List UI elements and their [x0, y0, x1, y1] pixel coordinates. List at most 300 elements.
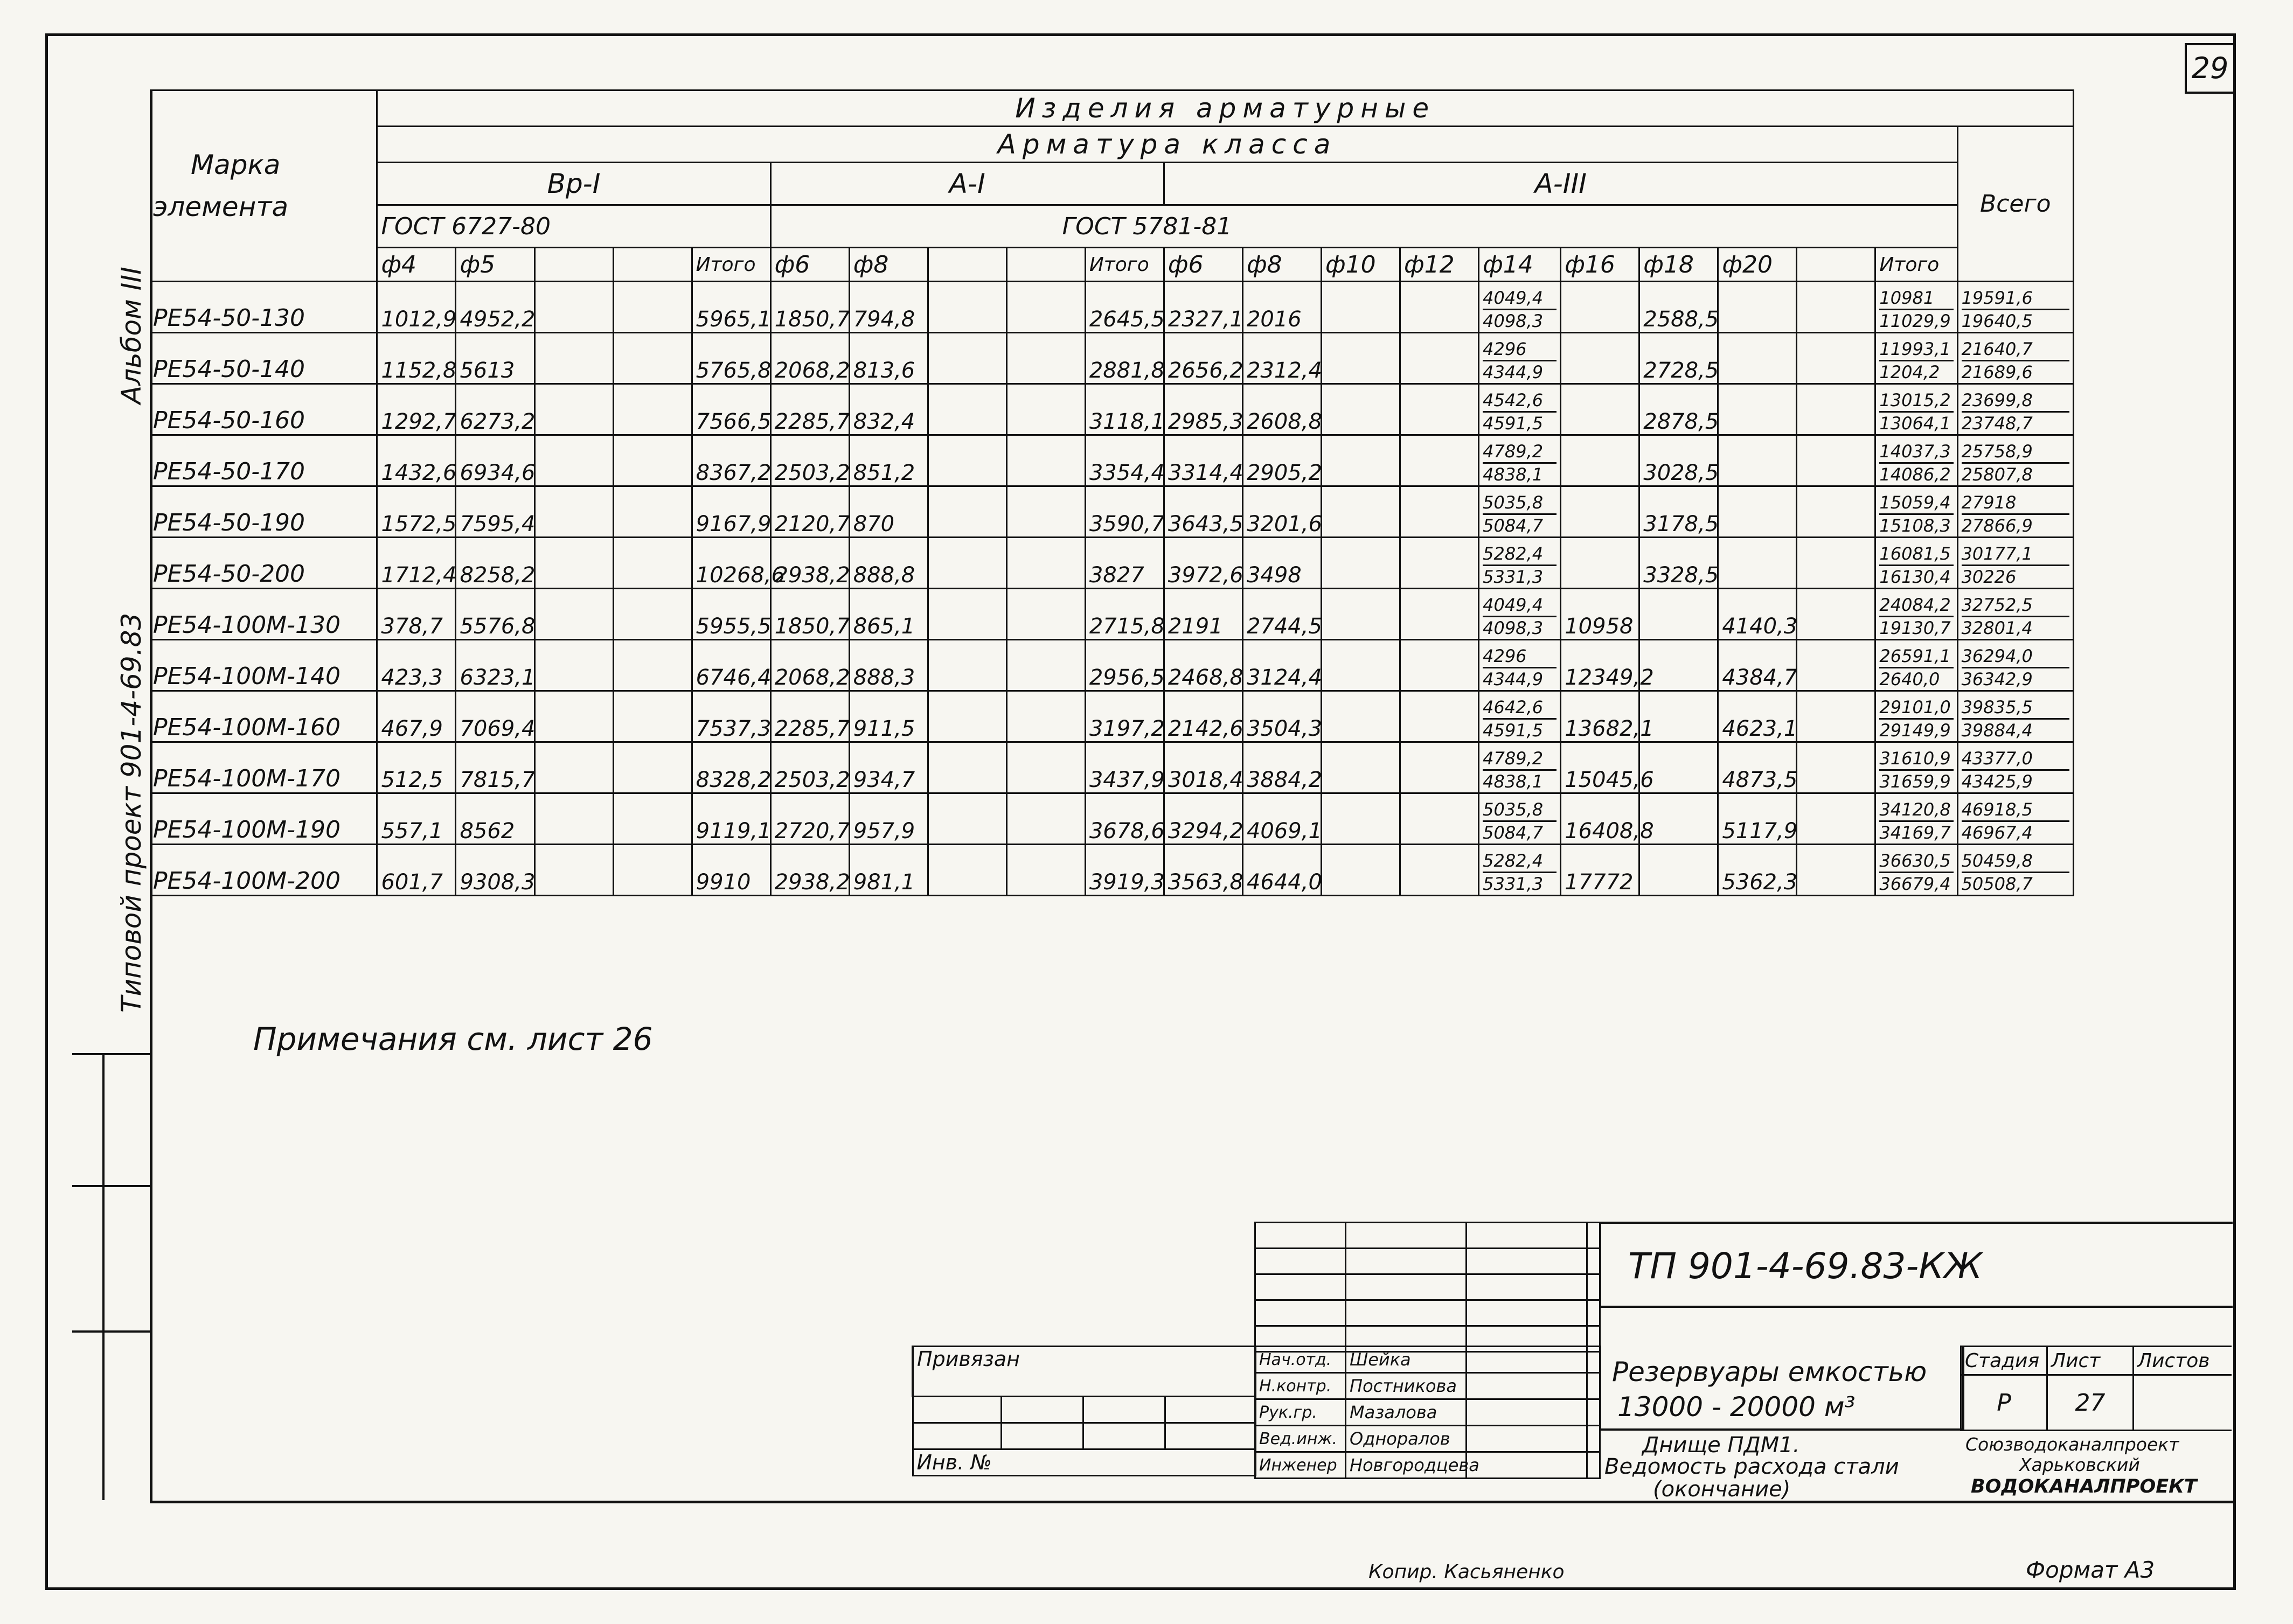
- value-upper: 14037,3: [1879, 441, 1953, 464]
- cell-value: 2938,2: [770, 845, 849, 896]
- cell-value: [613, 282, 692, 333]
- table-row: [150, 538, 2074, 589]
- value-lower: 4344,9: [1483, 362, 1544, 382]
- cell-value: 4384,7: [1718, 640, 1797, 691]
- copied-by: Копир. Касьяненко: [1368, 1561, 1565, 1583]
- value-upper: 13015,2: [1879, 389, 1953, 413]
- row-total: [1957, 691, 2073, 742]
- cell-value: 8258,2: [456, 538, 534, 589]
- cell-value: [534, 793, 613, 845]
- cell-value: 3590,7: [1085, 486, 1164, 538]
- cell-pair: [1875, 384, 1957, 435]
- org-line-1: Союзводоканалпроект: [1965, 1434, 2179, 1455]
- total-lower: 43425,9: [1961, 771, 2033, 792]
- cell-value: 2468,8: [1164, 640, 1242, 691]
- inv-label: Инв. №: [913, 1449, 1255, 1476]
- element-mark: РЕ54-100М-130: [150, 589, 377, 640]
- cell-value: [1006, 333, 1085, 384]
- diameter-header: [1006, 248, 1085, 282]
- cell-value: [1006, 282, 1085, 333]
- cell-value: 601,7: [377, 845, 456, 896]
- cell-value: 378,7: [377, 589, 456, 640]
- cell-value: 10958: [1561, 589, 1639, 640]
- cell-value: [1797, 384, 1875, 435]
- diameter-header: ф8: [1242, 248, 1321, 282]
- cell-value: 8328,2: [692, 742, 770, 793]
- cell-value: 2608,8: [1242, 384, 1321, 435]
- value-upper: 4789,2: [1483, 748, 1557, 771]
- cell-value: [1322, 845, 1400, 896]
- cell-value: 2938,2: [770, 538, 849, 589]
- row-total: [1957, 486, 2073, 538]
- cell-value: [1006, 486, 1085, 538]
- total-upper: 39835,5: [1962, 696, 2069, 720]
- table-row: [150, 640, 2074, 691]
- cell-value: 2285,7: [770, 691, 849, 742]
- cell-value: [1006, 435, 1085, 486]
- total-upper: 43377,0: [1962, 748, 2069, 771]
- cell-value: [1561, 486, 1639, 538]
- cell-value: 9167,9: [692, 486, 770, 538]
- cell-value: [1322, 486, 1400, 538]
- cell-value: 957,9: [849, 793, 928, 845]
- diameter-header: Итого: [1085, 248, 1164, 282]
- cell-value: 557,1: [377, 793, 456, 845]
- cell-pair: [1875, 486, 1957, 538]
- mark-header: [150, 90, 377, 282]
- diameter-header: ф16: [1561, 248, 1639, 282]
- list-value: 27: [2047, 1375, 2134, 1431]
- value-lower: 5084,7: [1483, 823, 1544, 843]
- cell-value: 865,1: [849, 589, 928, 640]
- cell-value: 3884,2: [1242, 742, 1321, 793]
- row-total: [1957, 742, 2073, 793]
- table-row: [150, 589, 2074, 640]
- cell-value: [1400, 589, 1479, 640]
- project-label: Типовой проект 901-4-69.83: [116, 612, 147, 1013]
- cell-value: [1797, 845, 1875, 896]
- cell-value: 3919,3: [1085, 845, 1164, 896]
- value-upper: 4049,4: [1483, 594, 1557, 617]
- cell-value: [1797, 691, 1875, 742]
- cell-value: 6323,1: [456, 640, 534, 691]
- value-upper: 26591,1: [1879, 645, 1953, 668]
- mark-header-line-2: элемента: [153, 191, 289, 222]
- cell-value: [1006, 538, 1085, 589]
- value-lower: 4098,3: [1483, 311, 1544, 331]
- cell-value: [928, 538, 1006, 589]
- total-lower: 39884,4: [1961, 720, 2033, 741]
- cell-value: 2985,3: [1164, 384, 1242, 435]
- sheet-title-box: [1599, 1428, 1960, 1501]
- cell-pair: [1479, 589, 1561, 640]
- total-lower: 25807,8: [1961, 464, 2033, 485]
- value-upper: 29101,0: [1879, 696, 1953, 720]
- signature-cell: [1467, 1347, 1587, 1373]
- element-mark: РЕ54-100М-170: [150, 742, 377, 793]
- cell-value: 3197,2: [1085, 691, 1164, 742]
- cell-value: 13682,1: [1561, 691, 1639, 742]
- cell-value: 7815,7: [456, 742, 534, 793]
- value-lower: 13064,1: [1879, 413, 1951, 434]
- total-lower: 36342,9: [1961, 669, 2033, 689]
- cell-value: [1006, 589, 1085, 640]
- row-total: [1957, 793, 2073, 845]
- cell-value: 5576,8: [456, 589, 534, 640]
- cell-value: [534, 435, 613, 486]
- cell-value: 3124,4: [1242, 640, 1321, 691]
- cell-value: 4873,5: [1718, 742, 1797, 793]
- total-lower: 27866,9: [1961, 515, 2033, 536]
- diameter-header: ф18: [1639, 248, 1718, 282]
- cell-value: [534, 486, 613, 538]
- cell-value: 981,1: [849, 845, 928, 896]
- cell-value: [928, 640, 1006, 691]
- cell-value: 15045,6: [1561, 742, 1639, 793]
- cell-value: [534, 845, 613, 896]
- cell-value: [1400, 538, 1479, 589]
- element-mark: РЕ54-100М-200: [150, 845, 377, 896]
- cell-value: [1639, 589, 1718, 640]
- cell-value: 934,7: [849, 742, 928, 793]
- note-text: Примечания см. лист 26: [253, 1021, 653, 1057]
- cell-value: 2881,8: [1085, 333, 1164, 384]
- list-label: Лист: [2047, 1347, 2134, 1375]
- cell-value: 9910: [692, 845, 770, 896]
- value-upper: 5282,4: [1483, 850, 1557, 873]
- cell-value: [928, 742, 1006, 793]
- diameter-header: ф14: [1479, 248, 1561, 282]
- row-total: [1957, 640, 2073, 691]
- value-lower: 36679,4: [1879, 874, 1951, 894]
- table-row: [150, 742, 2074, 793]
- value-upper: 15059,4: [1879, 492, 1953, 515]
- album-label: Альбом III: [116, 267, 147, 404]
- cell-value: [613, 538, 692, 589]
- cell-value: [1322, 793, 1400, 845]
- diameter-header: ф6: [1164, 248, 1242, 282]
- cell-value: 512,5: [377, 742, 456, 793]
- cell-value: 6273,2: [456, 384, 534, 435]
- org-line-3: ВОДОКАНАЛПРОЕКТ: [1971, 1476, 2197, 1497]
- value-lower: 4838,1: [1483, 464, 1544, 485]
- cell-value: [1006, 384, 1085, 435]
- cell-value: 5765,8: [692, 333, 770, 384]
- signature-cell: [1467, 1373, 1587, 1399]
- cell-value: [1400, 333, 1479, 384]
- cell-value: 7069,4: [456, 691, 534, 742]
- cell-value: 10268,6: [692, 538, 770, 589]
- cell-value: 423,3: [377, 640, 456, 691]
- cell-value: 3354,4: [1085, 435, 1164, 486]
- cell-value: [1322, 384, 1400, 435]
- cell-value: 16408,8: [1561, 793, 1639, 845]
- cell-pair: [1875, 333, 1957, 384]
- stamp-grid: [1254, 1222, 1601, 1353]
- value-upper: 36630,5: [1879, 850, 1953, 873]
- value-upper: 34120,8: [1879, 799, 1953, 822]
- cell-value: [1006, 640, 1085, 691]
- cell-value: 2327,1: [1164, 282, 1242, 333]
- cell-pair: [1875, 845, 1957, 896]
- cell-pair: [1479, 793, 1561, 845]
- cell-value: 870: [849, 486, 928, 538]
- total-lower: 50508,7: [1961, 874, 2033, 894]
- cell-value: [613, 486, 692, 538]
- cell-value: 2503,2: [770, 742, 849, 793]
- cell-value: [613, 384, 692, 435]
- cell-value: [1400, 691, 1479, 742]
- value-lower: 2640,0: [1879, 669, 1940, 689]
- cell-value: 2068,2: [770, 640, 849, 691]
- value-upper: 5282,4: [1483, 543, 1557, 566]
- diameter-header: [613, 248, 692, 282]
- stamp-title-box: [1599, 1346, 1964, 1431]
- element-mark: РЕ54-50-140: [150, 333, 377, 384]
- date-cell: [1587, 1347, 1600, 1373]
- cell-value: [1400, 793, 1479, 845]
- cell-value: 3201,6: [1242, 486, 1321, 538]
- cell-value: 2878,5: [1639, 384, 1718, 435]
- cell-value: 2656,2: [1164, 333, 1242, 384]
- value-lower: 4344,9: [1483, 669, 1544, 689]
- cell-value: 6934,6: [456, 435, 534, 486]
- value-lower: 16130,4: [1879, 567, 1951, 587]
- date-cell: [1587, 1426, 1600, 1452]
- signer-role: Инженер: [1255, 1452, 1346, 1479]
- signer-role: Вед.инж.: [1255, 1426, 1346, 1452]
- side-strip-divider: [72, 1185, 150, 1187]
- cell-value: 1012,9: [377, 282, 456, 333]
- cell-value: [534, 640, 613, 691]
- value-upper: 24084,2: [1879, 594, 1953, 617]
- total-upper: 27918: [1962, 492, 2069, 515]
- cell-value: 3563,8: [1164, 845, 1242, 896]
- cell-value: 3972,6: [1164, 538, 1242, 589]
- cell-value: [928, 845, 1006, 896]
- cell-value: 2645,5: [1085, 282, 1164, 333]
- cell-value: 2312,4: [1242, 333, 1321, 384]
- group-class-vr1: Вр-I: [377, 163, 770, 205]
- total-upper: 23699,8: [1962, 389, 2069, 413]
- total-lower: 23748,7: [1961, 413, 2033, 434]
- cell-value: 2191: [1164, 589, 1242, 640]
- signer-name: Мазалова: [1346, 1399, 1467, 1426]
- cell-value: [534, 282, 613, 333]
- diameter-header: ф4: [377, 248, 456, 282]
- cell-value: 9119,1: [692, 793, 770, 845]
- cell-pair: [1875, 742, 1957, 793]
- signature-cell: [1467, 1426, 1587, 1452]
- element-mark: РЕ54-100М-160: [150, 691, 377, 742]
- cell-value: [534, 742, 613, 793]
- cell-value: 3328,5: [1639, 538, 1718, 589]
- cell-value: 888,3: [849, 640, 928, 691]
- value-lower: 15108,3: [1879, 515, 1951, 536]
- value-lower: 4591,5: [1483, 413, 1544, 434]
- cell-value: [1797, 538, 1875, 589]
- cell-value: [928, 435, 1006, 486]
- rebar-table: [150, 89, 2074, 896]
- element-mark: РЕ54-50-130: [150, 282, 377, 333]
- cell-value: 2720,7: [770, 793, 849, 845]
- cell-pair: [1479, 640, 1561, 691]
- cell-value: 851,2: [849, 435, 928, 486]
- cell-value: 1850,7: [770, 589, 849, 640]
- cell-value: [1797, 742, 1875, 793]
- cell-value: [1718, 486, 1797, 538]
- cell-value: [1797, 640, 1875, 691]
- cell-value: [1718, 282, 1797, 333]
- value-lower: 14086,2: [1879, 464, 1951, 485]
- cell-value: [613, 589, 692, 640]
- cell-value: [1006, 742, 1085, 793]
- table-row: [150, 333, 2074, 384]
- value-upper: 5035,8: [1483, 799, 1557, 822]
- value-lower: 31659,9: [1879, 771, 1951, 792]
- cell-value: [1400, 435, 1479, 486]
- value-upper: 10981: [1879, 287, 1953, 310]
- cell-value: 888,8: [849, 538, 928, 589]
- cell-value: [534, 589, 613, 640]
- cell-value: [1797, 589, 1875, 640]
- cell-pair: [1875, 282, 1957, 333]
- cell-pair: [1479, 435, 1561, 486]
- cell-value: 1850,7: [770, 282, 849, 333]
- cell-pair: [1479, 282, 1561, 333]
- cell-value: 9308,3: [456, 845, 534, 896]
- cell-value: 911,5: [849, 691, 928, 742]
- signer-role: Н.контр.: [1255, 1373, 1346, 1399]
- cell-value: [1322, 282, 1400, 333]
- cell-value: [1400, 384, 1479, 435]
- cell-value: 2120,7: [770, 486, 849, 538]
- total-lower: 21689,6: [1961, 362, 2033, 382]
- row-total: [1957, 282, 2073, 333]
- cell-value: 7595,4: [456, 486, 534, 538]
- cell-value: 3827: [1085, 538, 1164, 589]
- cell-value: [1322, 691, 1400, 742]
- cell-value: [1322, 333, 1400, 384]
- cell-pair: [1875, 691, 1957, 742]
- cell-value: [613, 742, 692, 793]
- value-upper: 4296: [1483, 645, 1557, 668]
- value-upper: 5035,8: [1483, 492, 1557, 515]
- stage-table: [1960, 1346, 2232, 1431]
- table-row: [150, 845, 2074, 896]
- cell-value: [534, 333, 613, 384]
- total-upper: 46918,5: [1962, 799, 2069, 822]
- cell-value: 1152,8: [377, 333, 456, 384]
- cell-value: 4140,3: [1718, 589, 1797, 640]
- cell-pair: [1875, 538, 1957, 589]
- cell-value: 467,9: [377, 691, 456, 742]
- project-title-1: Резервуары емкостью: [1612, 1356, 1927, 1388]
- cell-pair: [1479, 845, 1561, 896]
- cell-value: 17772: [1561, 845, 1639, 896]
- element-mark: РЕ54-50-160: [150, 384, 377, 435]
- cell-value: 2728,5: [1639, 333, 1718, 384]
- cell-pair: [1875, 793, 1957, 845]
- value-upper: 4789,2: [1483, 441, 1557, 464]
- cell-value: [1561, 333, 1639, 384]
- diameter-header: [928, 248, 1006, 282]
- total-lower: 32801,4: [1961, 618, 2033, 638]
- cell-value: 2142,6: [1164, 691, 1242, 742]
- signatures: [1254, 1346, 1601, 1479]
- value-upper: 31610,9: [1879, 748, 1953, 771]
- cell-value: [928, 589, 1006, 640]
- cell-pair: [1479, 691, 1561, 742]
- lists-label: Листов: [2134, 1347, 2232, 1375]
- element-mark: РЕ54-50-190: [150, 486, 377, 538]
- cell-value: 12349,2: [1561, 640, 1639, 691]
- cell-pair: [1875, 640, 1957, 691]
- value-lower: 34169,7: [1879, 823, 1951, 843]
- side-strip-divider: [72, 1053, 150, 1055]
- cell-value: [1797, 333, 1875, 384]
- cell-value: 7537,3: [692, 691, 770, 742]
- table-title: Изделия арматурные: [377, 90, 2074, 127]
- cell-value: [613, 845, 692, 896]
- cell-value: [613, 691, 692, 742]
- cell-pair: [1875, 435, 1957, 486]
- value-lower: 4591,5: [1483, 720, 1544, 741]
- cell-value: [928, 486, 1006, 538]
- cell-value: [928, 793, 1006, 845]
- cell-pair: [1479, 333, 1561, 384]
- cell-value: [1322, 589, 1400, 640]
- value-lower: 29149,9: [1879, 720, 1951, 741]
- cell-value: [1561, 435, 1639, 486]
- cell-value: 6746,4: [692, 640, 770, 691]
- diameter-header: ф12: [1400, 248, 1479, 282]
- value-upper: 4642,6: [1483, 696, 1557, 720]
- signer-role: Рук.гр.: [1255, 1399, 1346, 1426]
- total-header: Всего: [1957, 127, 2073, 282]
- cell-value: 8562: [456, 793, 534, 845]
- group-class-a3: А-III: [1164, 163, 1957, 205]
- cell-value: [1400, 845, 1479, 896]
- sheet-title-1: Днище ПДМ1.: [1642, 1433, 1800, 1458]
- cell-value: [1006, 691, 1085, 742]
- signer-name: Постникова: [1346, 1373, 1467, 1399]
- cell-value: 2905,2: [1242, 435, 1321, 486]
- cell-value: 7566,5: [692, 384, 770, 435]
- total-upper: 36294,0: [1962, 645, 2069, 668]
- cell-value: 8367,2: [692, 435, 770, 486]
- side-strip-line-2: [102, 1053, 105, 1500]
- cell-value: [1561, 384, 1639, 435]
- cell-value: 5117,9: [1718, 793, 1797, 845]
- total-upper: 25758,9: [1962, 441, 2069, 464]
- cell-value: [1400, 640, 1479, 691]
- gost-vr1: ГОСТ 6727-80: [377, 205, 770, 248]
- signer-name: Новгородцева: [1346, 1452, 1467, 1479]
- table-row: [150, 384, 2074, 435]
- stage-label: Стадия: [1961, 1347, 2047, 1375]
- signer-name: Шейка: [1346, 1347, 1467, 1373]
- total-upper: 21640,7: [1962, 338, 2069, 361]
- cell-pair: [1479, 742, 1561, 793]
- row-total: [1957, 589, 2073, 640]
- sheet-number-box: [2185, 43, 2235, 94]
- cell-value: [1718, 333, 1797, 384]
- table-row: [150, 435, 2074, 486]
- table-row: [150, 486, 2074, 538]
- gost-a: ГОСТ 5781-81: [770, 205, 1957, 248]
- value-upper: 11993,1: [1879, 338, 1953, 361]
